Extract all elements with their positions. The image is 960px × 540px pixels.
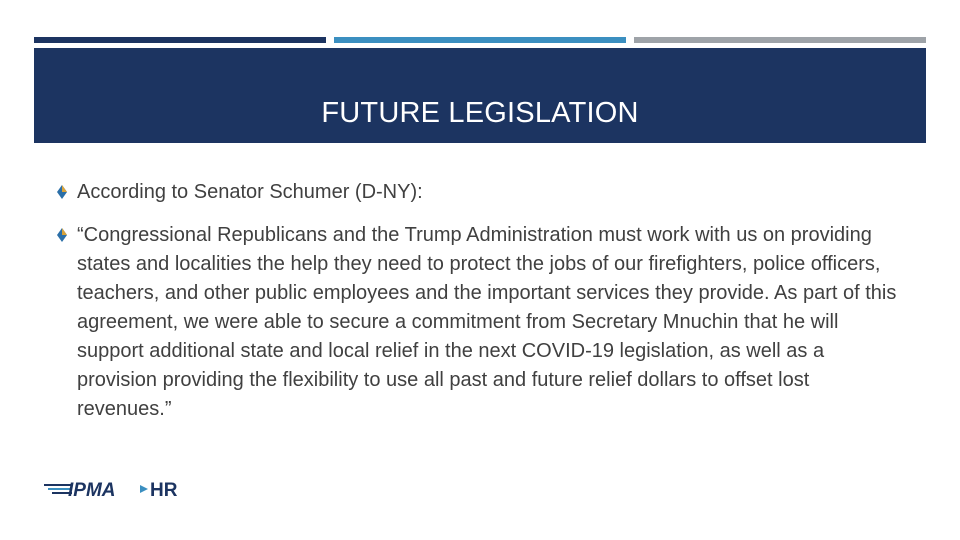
logo-text-ipma: IPMA [68,480,116,501]
bullet-item [56,221,906,424]
diamond-bullet-icon [56,185,68,199]
logo-arrow [140,485,148,493]
accent-bar-dark [34,37,326,43]
ipma-hr-logo [44,477,194,501]
bullet-text: “Congressional Republicans and the Trump Administration must work with us on providing states and localities the help they need to protect the jobs of our firefighters, police officers, teachers, and other public employees and the important services they provide. As part of this agreement, we were able to secure a commitment from Secretary Mnuchin that he will support additional state and local relief in the next COVID-19 legislation, as well as a provision providing the flexibility to use all past and future relief dollars to offset lost revenues.” [77,224,897,420]
accent-bar-gray [634,37,926,43]
logo-text-hr: HR [150,480,178,501]
slide-title: FUTURE LEGISLATION [321,97,639,129]
accent-bar-blue [334,37,626,43]
slide-content [56,178,906,424]
bullet-text: According to Senator Schumer (D-NY): [77,181,423,203]
bullet-item [56,178,906,207]
diamond-bullet-icon [56,228,68,242]
